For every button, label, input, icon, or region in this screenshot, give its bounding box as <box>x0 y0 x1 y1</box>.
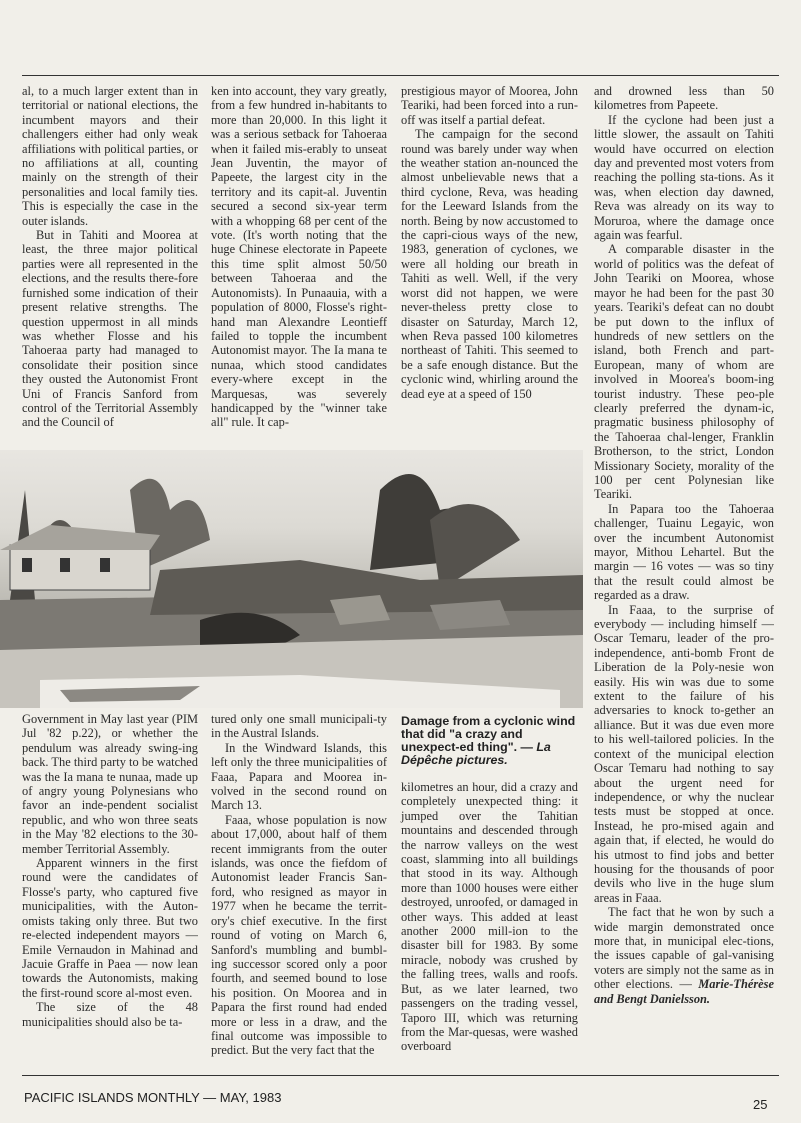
bottom-rule <box>22 1075 779 1076</box>
caption-source: La Dépêche pictures. <box>401 740 551 767</box>
paragraph: al, to a much larger extent than in territorial or national elections, the incumbent mayors and their challengers either had only weak affiliations with political parties, or no affiliations at all, counting mainly on the strength of their personalities and local family ties. This is especially the case in the outer islands. <box>22 84 198 228</box>
paragraph: In the Windward Islands, this left only the three municipalities of Faaa, Papara and Moorea in-volved in the second round on March 13. <box>211 740 387 813</box>
paragraph: Faaa, whose population is now about 17,000, about half of them recent immigrants from the outer islands, was once the fiefdom of Autonomist leader Francis San-ford, who resigned as mayor in 1977 when he became the territ-ory's chief executive. In the first round of voting on March 6, Sanford's mumbling and bumbl-ing successor scored only a poor fourth, and seemed bound to lose his position. On Moorea and in Papara the first round had ended more or less in a draw, and the final outcome was impossible to predict. But the very fact that the <box>211 812 387 1058</box>
paragraph: The size of the 48 municipalities should also be ta- <box>22 1000 198 1029</box>
paragraph: A comparable disaster in the world of politics was the defeat of John Teariki on Moorea, whose mayor he had been for the past 30 years. Teariki's defeat can no doubt be put down to the influx of hundreds of new settlers on the island, both French and part-European, many of whom are involved in Moorea's boom-ing tourist industry. These peo-ple clearly preferred the dynam-ic, pragmatic business philosophy of the Tahoeraa chal-lenger, Franklin Brotherson, to the strict, London Missionary Society, morality of the 100 per cent Polynesian like Teariki. <box>594 242 774 502</box>
paragraph: and drowned less than 50 kilometres from Papeete. <box>594 84 774 113</box>
paragraph <box>594 905 774 1006</box>
top-rule <box>22 75 779 76</box>
cyclone-damage-photo <box>0 450 583 708</box>
page-number: 25 <box>753 1097 768 1112</box>
photo-illustration <box>0 450 583 708</box>
paragraph: The campaign for the second round was barely under way when the weather station an-nounced the almost unbelievable news that a third cyclone, Reva, was heading for the Leeward Islands from the north. Being by now accustomed to the capri-cious ways of the new, 1983, generation of cyclones, we were all holding our breath in Tahiti as well. Well, if the very worst did not happen, we were never-theless pretty close to disaster on Saturday, March 12, when Reva passed 100 kilometres northeast of Tahiti. This seemed to be a safe enough distance. But the cyclonic wind, whirling around the dead eye at a speed of 150 <box>401 127 578 401</box>
author-signature: Marie-Thérèse and Bengt Danielsson. <box>594 977 774 1006</box>
paragraph: Government in May last year (PIM Jul '82 p.22), or whether the pendulum was already swing-ing back. The third party to be watched was the Ia mana te nunaa, made up of angry young Polynesians who favor an inde-pendent socialist republic, and who won three seats in the May '82 elections to the 30-member Territorial Assembly. <box>22 712 198 856</box>
paragraph: In Faaa, to the surprise of everybody — including himself — Oscar Temaru, leader of the pro-independence, anti-bomb Front de Liberation de la Poly-nesie won easily. His win was due to some extent to the failure of his adversaries to knock to-gether an alliance. But it was due even more to his well-tailored policies. In the context of the municipal election Oscar Temaru had nothing to say about the urgent need for independence, or why the nuclear tests must be stopped at once. Instead, he pro-mised again and again that, if elected, he would do his utmost to find jobs and better housing for the thousands of poor devils who live in the huge slum areas in Faaa. <box>594 602 774 905</box>
column-2-bottom <box>211 712 387 1070</box>
column-3-bottom <box>401 780 578 1070</box>
paragraph: If the cyclone had been just a little slower, the assault on Tahiti would have occurred on election day and prevented most voters from reaching the polling sta-tions. As it was, when election day dawned, Reva was already on its way to Moruroa, where the damage once again was fearful. <box>594 112 774 243</box>
column-2-top <box>211 84 387 444</box>
column-1-top <box>22 84 198 444</box>
paragraph: ken into account, they vary greatly, from a few hundred in-habitants to more than 20,000. In this light it was a serious setback for Tahoeraa when it failed mis-erably to unseat Jean Juventin, the mayor of Papeete, the largest city in the territory and its capit-al. Juventin secured a second six-year term with a whopping 68 per cent of the vote. (It's worth noting that the huge Chinese electorate in Papeete this time split almost 50/50 between Tahoeraa and the Autonomists). In Punaauia, with a population of 8000, Flosse's right-hand man Alexandre Leontieff failed to topple the incumbent Autonomist mayor. The Ia mana te nunaa, which stood candidates every-where except in the Marquesas, was severely handicapped by the "winner take all" rule. It cap- <box>211 84 387 430</box>
paragraph: kilometres an hour, did a crazy and completely unexpected thing: it jumped over the Tahitian mountains and descended through the narrow valleys on the west coast, slamming into all buildings that stood in its way. Although more than 1000 houses were either destroyed, unroofed, or damaged in other ways. This added at least another 2000 mill-ion to the disaster bill for 1983. By some miracle, nobody was crushed by the falling trees, walls and roofs. But, as we later learned, two passengers on the trading vessel, Taporo III, which was returning from the Mar-quesas, were washed overboard <box>401 780 578 1054</box>
paragraph: tured only one small municipali-ty in the Austral Islands. <box>211 712 387 741</box>
footer-publication: PACIFIC ISLANDS MONTHLY — MAY, 1983 <box>24 1090 282 1105</box>
paragraph: Apparent winners in the first round were the candidates of Flosse's party, who captured five municipalities, with the Auton-omists taking only three. But two re-elected independent mayors — Emile Vernaudon in Mahinad and Jacuie Graffe in Paea — now lean towards the Autonomists, making the first-round score al-most even. <box>22 856 198 1000</box>
photo-caption <box>401 715 578 767</box>
column-3-top <box>401 84 578 444</box>
paragraph: prestigious mayor of Moorea, John Teariki, had been forced into a run-off was itself a partial defeat. <box>401 84 578 127</box>
column-4 <box>594 84 774 1070</box>
column-1-bottom <box>22 712 198 1070</box>
paragraph: In Papara too the Tahoeraa challenger, Tuainu Legayic, won over the incumbent Autonomist mayor, Mithou Lehartel. But the margin — 16 votes — was so tiny that the result could almost be regarded as a draw. <box>594 501 774 603</box>
paragraph-text: The fact that he won by such a wide margin demonstrated once more that, in municipal elec-tions, the issues capable of gal-vanising voters are simply not the same as in other elections. — <box>594 905 774 992</box>
paragraph: But in Tahiti and Moorea at least, the three major political parties were all represented in the elections, and the results there-fore furnished some indication of their present relative strengths. The question uppermost in all minds was whether Flosse and his Tahoeraa party had managed to consolidate their position since they ousted the Autonomist Front Uni of Francis Sanford from control of the Territorial Assembly and the Council of <box>22 228 198 430</box>
caption-text: Damage from a cyclonic wind that did "a crazy and unexpect-ed thing". — <box>401 714 576 754</box>
